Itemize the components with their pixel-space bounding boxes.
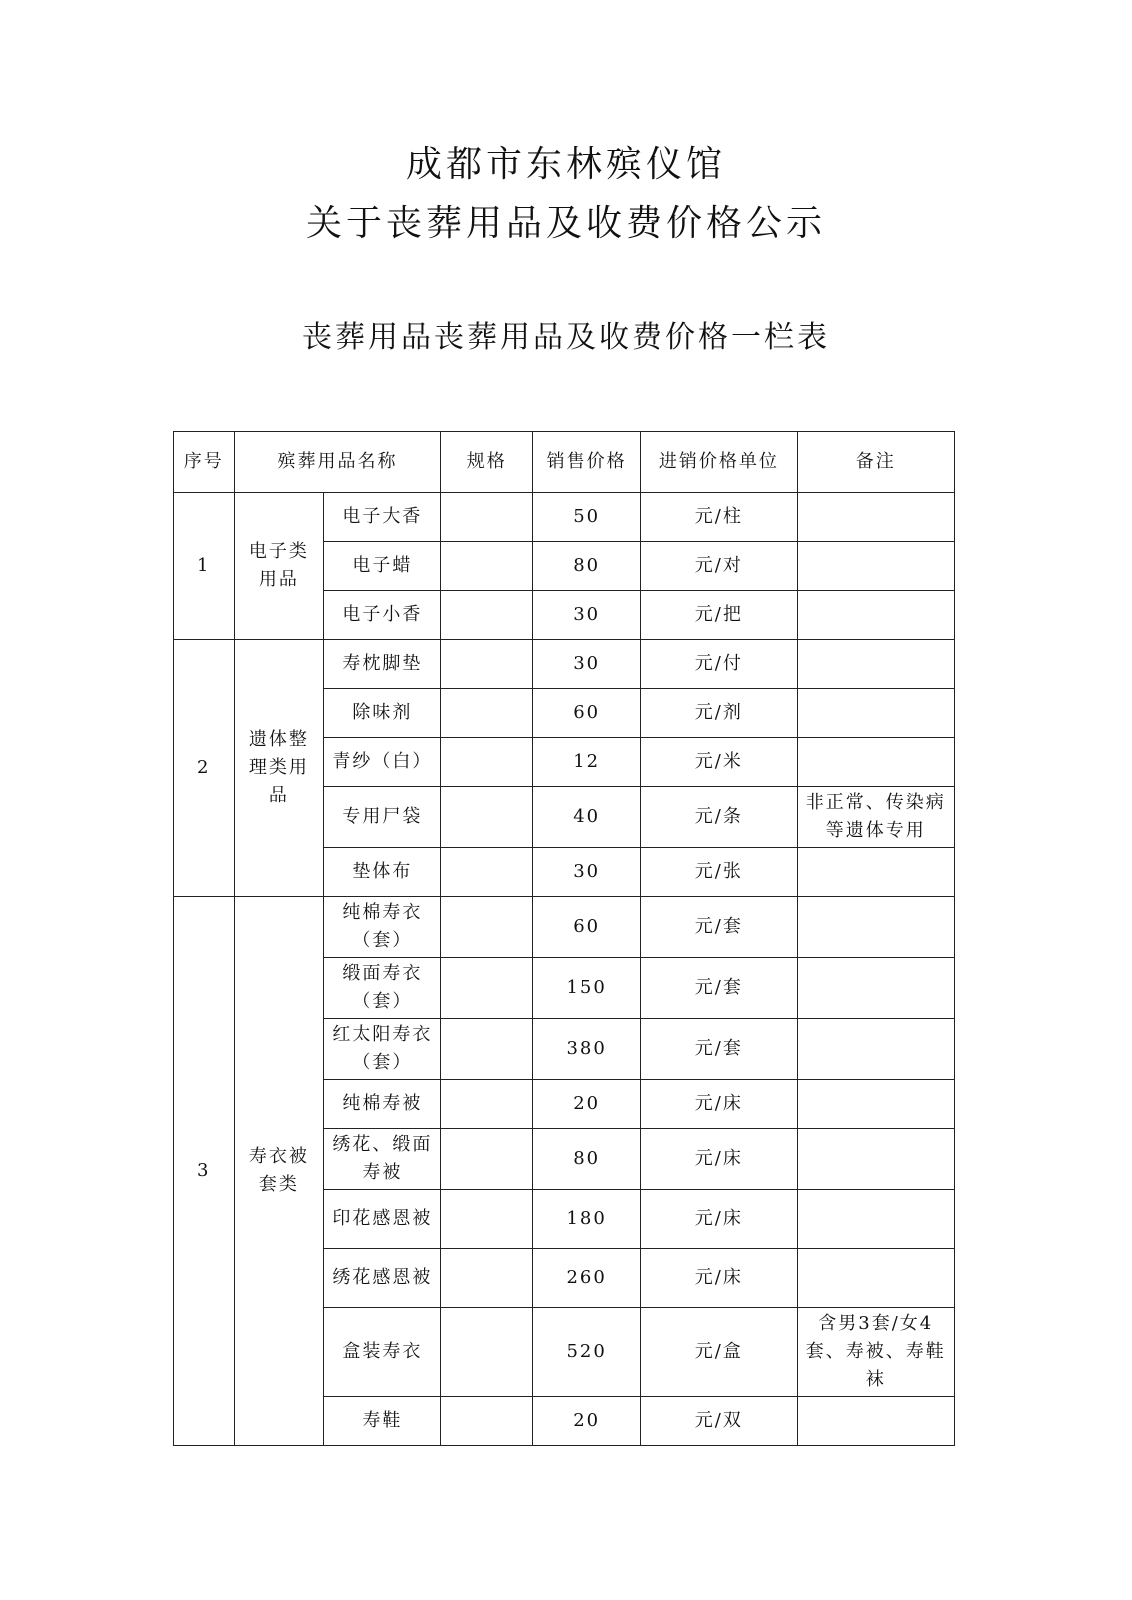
item-price: 30 [533,640,641,689]
item-note [797,958,954,1019]
item-note [797,640,954,689]
item-unit: 元/床 [641,1190,797,1249]
item-name: 盒装寿衣 [324,1308,441,1397]
document-title-line2: 关于丧葬用品及收费价格公示 [305,203,826,244]
item-spec [441,689,533,738]
item-unit: 元/床 [641,1129,797,1190]
item-note [797,1397,954,1446]
group-seq: 2 [174,640,235,897]
item-price: 20 [533,1080,641,1129]
item-name: 印花感恩被 [324,1190,441,1249]
item-unit: 元/米 [641,738,797,787]
item-unit: 元/剂 [641,689,797,738]
item-name: 绣花、缎面寿被 [324,1129,441,1190]
item-price: 520 [533,1308,641,1397]
item-note [797,591,954,640]
price-table [173,431,955,1446]
item-spec [441,738,533,787]
item-name: 电子大香 [324,493,441,542]
item-note: 非正常、传染病等遗体专用 [797,787,954,848]
item-name: 垫体布 [324,848,441,897]
item-price: 60 [533,689,641,738]
group-seq: 3 [174,897,235,1446]
item-unit: 元/套 [641,1019,797,1080]
item-unit: 元/柱 [641,493,797,542]
item-price: 40 [533,787,641,848]
table-row [174,640,955,689]
item-name: 缎面寿衣（套） [324,958,441,1019]
item-unit: 元/条 [641,787,797,848]
item-spec [441,1308,533,1397]
group-category: 遗体整理类用品 [234,640,324,897]
col-header-note: 备注 [797,432,954,493]
item-name: 纯棉寿衣（套） [324,897,441,958]
item-unit: 元/把 [641,591,797,640]
item-spec [441,958,533,1019]
col-header-seq: 序号 [174,432,235,493]
item-name: 除味剂 [324,689,441,738]
item-spec [441,542,533,591]
item-name: 专用尸袋 [324,787,441,848]
item-note [797,493,954,542]
item-price: 20 [533,1397,641,1446]
item-unit: 元/张 [641,848,797,897]
item-name: 纯棉寿被 [324,1080,441,1129]
item-unit: 元/床 [641,1249,797,1308]
item-name: 绣花感恩被 [324,1249,441,1308]
item-unit: 元/盒 [641,1308,797,1397]
item-note [797,1249,954,1308]
item-note: 含男3套/女4套、寿被、寿鞋袜 [797,1308,954,1397]
item-spec [441,1190,533,1249]
item-price: 260 [533,1249,641,1308]
group-category: 寿衣被套类 [234,897,324,1446]
item-note [797,897,954,958]
item-spec [441,1019,533,1080]
item-price: 80 [533,542,641,591]
table-row [174,897,955,958]
col-header-price: 销售价格 [533,432,641,493]
item-note [797,738,954,787]
group-category: 电子类用品 [234,493,324,640]
item-price: 30 [533,591,641,640]
item-spec [441,591,533,640]
item-price: 80 [533,1129,641,1190]
item-spec [441,897,533,958]
item-price: 60 [533,897,641,958]
item-spec [441,1249,533,1308]
table-row [174,493,955,542]
item-name: 电子蜡 [324,542,441,591]
item-spec [441,493,533,542]
item-note [797,1129,954,1190]
item-price: 380 [533,1019,641,1080]
col-header-name: 殡葬用品名称 [234,432,441,493]
item-spec [441,1397,533,1446]
table-subtitle: 丧葬用品丧葬用品及收费价格一栏表 [302,320,830,355]
item-name: 红太阳寿衣（套） [324,1019,441,1080]
item-name: 青纱（白） [324,738,441,787]
item-note [797,848,954,897]
item-note [797,1080,954,1129]
item-price: 30 [533,848,641,897]
item-name: 电子小香 [324,591,441,640]
item-unit: 元/套 [641,958,797,1019]
item-price: 150 [533,958,641,1019]
item-unit: 元/对 [641,542,797,591]
item-price: 12 [533,738,641,787]
item-spec [441,640,533,689]
col-header-spec: 规格 [441,432,533,493]
item-price: 180 [533,1190,641,1249]
item-note [797,1019,954,1080]
item-note [797,1190,954,1249]
item-price: 50 [533,493,641,542]
col-header-unit: 进销价格单位 [641,432,797,493]
item-unit: 元/套 [641,897,797,958]
item-spec [441,787,533,848]
table-header-row [174,432,955,493]
item-unit: 元/付 [641,640,797,689]
item-name: 寿枕脚垫 [324,640,441,689]
group-seq: 1 [174,493,235,640]
item-note [797,542,954,591]
item-spec [441,848,533,897]
item-spec [441,1080,533,1129]
item-unit: 元/双 [641,1397,797,1446]
item-spec [441,1129,533,1190]
item-unit: 元/床 [641,1080,797,1129]
document-title-line1: 成都市东林殡仪馆 [405,144,726,185]
item-name: 寿鞋 [324,1397,441,1446]
item-note [797,689,954,738]
